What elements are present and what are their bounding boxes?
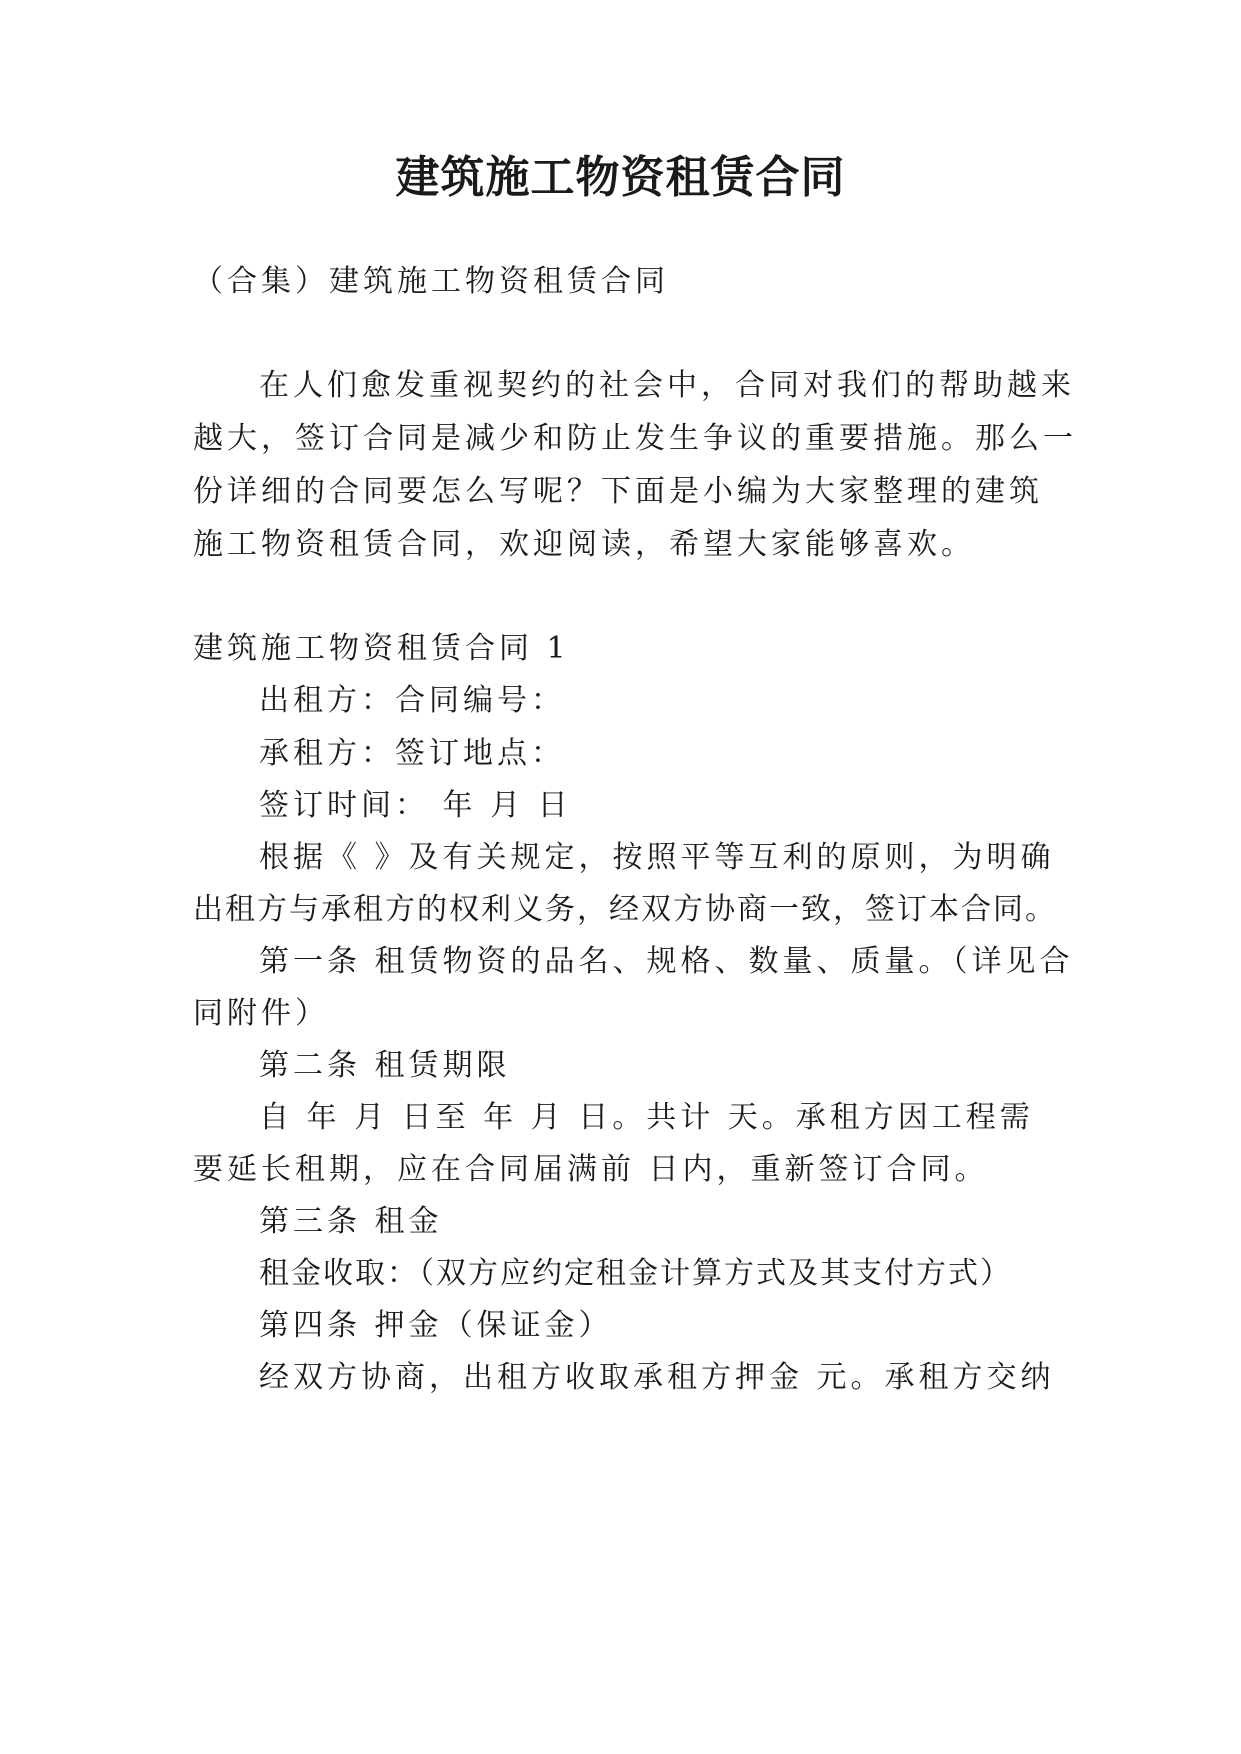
body-line: 自 年 月 日至 年 月 日。共计 天。承租方因工程需 — [259, 1100, 1034, 1135]
body-line: 要延长租期，应在合同届满前 日内，重新签订合同。 — [193, 1152, 989, 1187]
field-lessor: 出租方：合同编号： — [259, 683, 565, 718]
subtitle: （合集）建筑施工物资租赁合同 — [193, 264, 669, 299]
section-heading: 建筑施工物资租赁合同 1 — [193, 631, 570, 666]
intro-line: 越大，签订合同是减少和防止发生争议的重要措施。那么一 — [193, 421, 1077, 456]
field-lessee: 承租方：签订地点： — [259, 736, 565, 771]
article-2: 第二条 租赁期限 — [259, 1048, 511, 1083]
field-sign-time: 签订时间： 年 月 日 — [259, 788, 572, 823]
body-line: 同附件） — [193, 996, 329, 1031]
article-4: 第四条 押金（保证金） — [259, 1308, 613, 1343]
body-line: 根据《 》及有关规定，按照平等互利的原则，为明确 — [259, 840, 1055, 875]
intro-line: 份详细的合同要怎么写呢？下面是小编为大家整理的建筑 — [193, 474, 1043, 509]
body-line: 租金收取：（双方应约定租金计算方式及其支付方式） — [259, 1256, 1012, 1291]
article-1: 第一条 租赁物资的品名、规格、数量、质量。（详见合 — [259, 944, 1074, 979]
body-line: 经双方协商，出租方收取承租方押金 元。承租方交纳 — [259, 1360, 1055, 1395]
intro-line: 在人们愈发重视契约的社会中，合同对我们的帮助越来 — [259, 368, 1075, 403]
intro-line: 施工物资租赁合同，欢迎阅读，希望大家能够喜欢。 — [193, 527, 975, 562]
body-line: 出租方与承租方的权利义务，经双方协商一致，签订本合同。 — [193, 892, 1057, 927]
article-3: 第三条 租金 — [259, 1204, 443, 1239]
document-title: 建筑施工物资租赁合同 — [395, 152, 846, 203]
